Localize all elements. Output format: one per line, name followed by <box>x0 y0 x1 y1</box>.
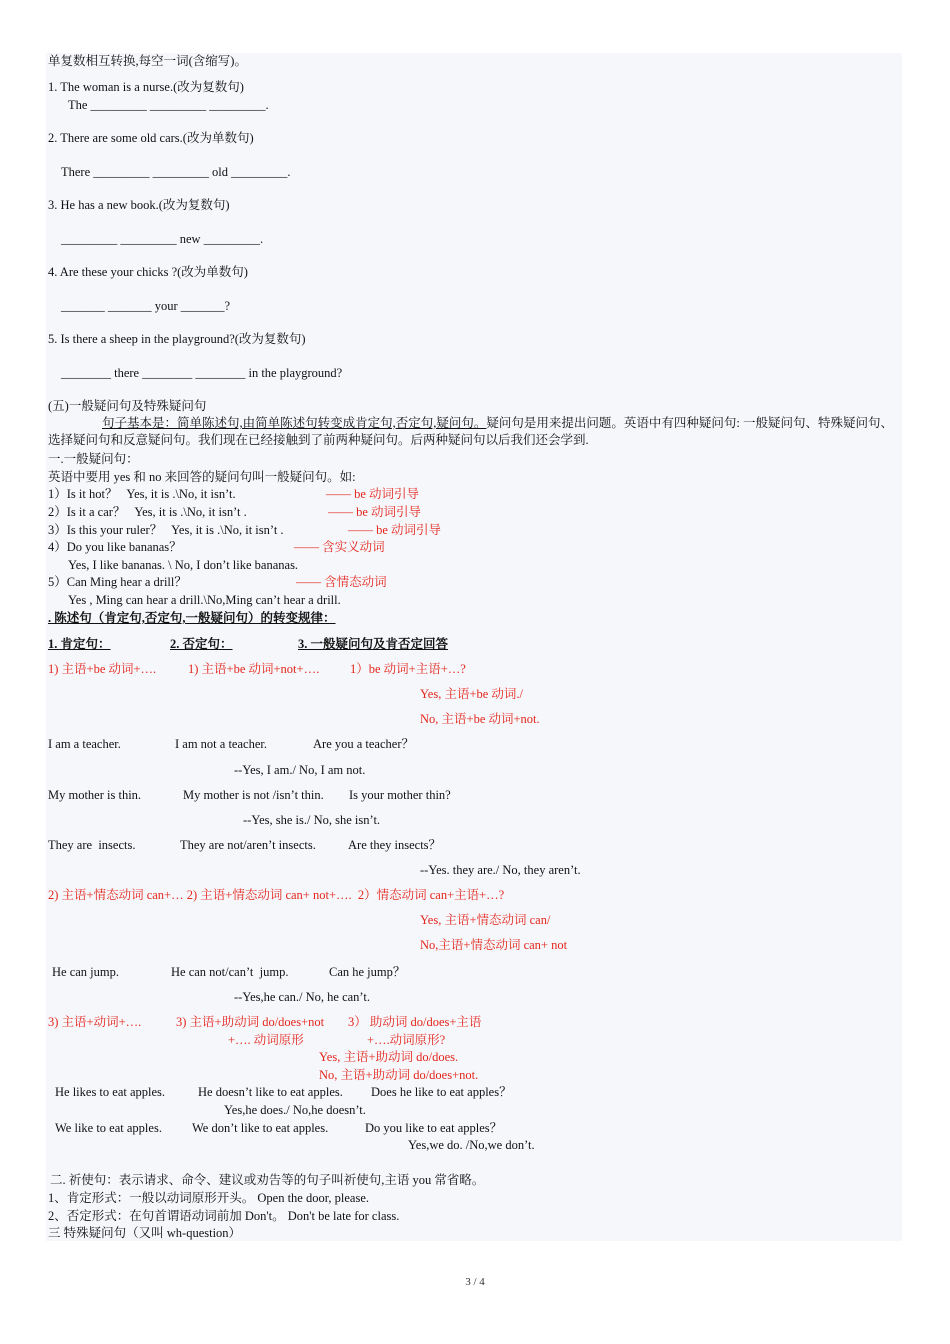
imperative-negative: 2、否定形式：在句首谓语动词前加 Don't。 Don't be late for class. <box>48 1209 400 1223</box>
subsection-heading: 一.一般疑问句： <box>48 452 139 466</box>
example-he-apples-negative: He doesn’t like to eat apples. <box>198 1085 343 1099</box>
question-3: 3. He has a new book.(改为复数句) <box>48 198 230 212</box>
rule-3-question: 3） 助动词 do/does+主语 <box>348 1015 482 1029</box>
example-mother-affirmative: My mother is thin. <box>48 788 142 802</box>
example-jump-question: Can he jump？ <box>329 965 406 979</box>
example-4-answer: Yes, I like bananas. \ No, I don’t like bananas. <box>68 558 299 572</box>
example-2-note: —— be 动词引导 <box>328 505 422 519</box>
rule-1-no: No, 主语+be 动词+not. <box>420 712 540 726</box>
example-mother-question: Is your mother thin? <box>349 788 451 802</box>
answer-blank-1: The _________ _________ _________. <box>68 98 269 112</box>
example-insects-affirmative: They are insects. <box>48 838 136 852</box>
answer-blank-4: _______ _______ your _______? <box>61 299 231 313</box>
example-1-note: —— be 动词引导 <box>326 487 420 501</box>
imperative-affirmative: 1、肯定形式：一般以动词原形开头。 Open the door, please. <box>48 1191 369 1205</box>
rule-1-question: 1）be 动词+主语+…? <box>350 662 466 676</box>
example-he-apples-question: Does he like to eat apples？ <box>371 1085 512 1099</box>
section-heading: (五)一般疑问句及特殊疑问句 <box>48 399 207 413</box>
example-jump-affirmative: He can jump. <box>52 965 119 979</box>
rule-title: . 陈述句（肯定句,否定句,一般疑问句）的转变规律： <box>48 611 336 625</box>
example-we-apples-answer: Yes,we do. /No,we don’t. <box>408 1138 535 1152</box>
example-teacher-negative: I am not a teacher. <box>175 737 267 751</box>
question-5: 5. Is there a sheep in the playground?(改为复数句) <box>48 332 306 346</box>
imperative-heading: 二. 祈使句：表示请求、命令、建议或劝告等的句子叫祈使句,主语 you 常省略。 <box>50 1173 485 1187</box>
example-we-apples-question: Do you like to eat apples？ <box>365 1121 503 1135</box>
example-5: 5）Can Ming hear a drill？ <box>48 575 187 589</box>
example-insects-question: Are they insects？ <box>348 838 442 852</box>
rule-3-yes: Yes, 主语+助动词 do/does. <box>319 1050 459 1064</box>
example-insects-negative: They are not/aren’t insects. <box>180 838 316 852</box>
example-we-apples-affirmative: We like to eat apples. <box>55 1121 162 1135</box>
heading-negative: 2. 否定句： <box>170 637 233 651</box>
answer-blank-3: _________ _________ new _________. <box>61 232 264 246</box>
example-we-apples-negative: We don’t like to eat apples. <box>192 1121 329 1135</box>
intro-rest: 疑问句是用来提出问题。英语中有四种疑问句: 一般疑问句、特殊疑问句、选择疑问句和反意疑问句。我们现在已经接触到了前两种疑问句。后两种疑问句以后我们还会学到. <box>48 416 893 447</box>
heading-affirmative: 1. 肯定句： <box>48 637 111 651</box>
example-he-apples-answer: Yes,he does./ No,he doesn’t. <box>224 1103 366 1117</box>
rule-2-no: No,主语+情态动词 can+ not <box>420 938 568 952</box>
page-number: 3 / 4 <box>465 1276 485 1288</box>
rule-1-affirmative: 1) 主语+be 动词+…. <box>48 662 157 676</box>
question-1: 1. The woman is a nurse.(改为复数句) <box>48 80 244 94</box>
definition: 英语中要用 yes 和 no 来回答的疑问句叫一般疑问句。如: <box>48 470 356 484</box>
rule-3-no: No, 主语+助动词 do/does+not. <box>319 1068 479 1082</box>
rule-3-affirmative: 3) 主语+动词+…. <box>48 1015 142 1029</box>
example-mother-answer: --Yes, she is./ No, she isn’t. <box>243 813 381 827</box>
rule-3-negative: 3) 主语+助动词 do/does+not <box>176 1015 325 1029</box>
intro-paragraph <box>48 415 898 449</box>
rule-2: 2) 主语+情态动词 can+… 2) 主语+情态动词 can+ not+…. 2）情态动词 can+主语+…? <box>48 888 505 902</box>
example-he-apples-affirmative: He likes to eat apples. <box>55 1085 166 1099</box>
exercise-title: 单复数相互转换,每空一词(含缩写)。 <box>48 54 247 68</box>
answer-blank-5: ________ there ________ ________ in the playground? <box>61 366 343 380</box>
question-2: 2. There are some old cars.(改为单数句) <box>48 131 254 145</box>
rule-3-question-cont: +….动词原形? <box>367 1033 446 1047</box>
example-3-note: —— be 动词引导 <box>348 523 442 537</box>
example-3: 3）Is this your ruler？ Yes, it is .\No, it isn’t . <box>48 523 284 537</box>
example-insects-answer: --Yes. they are./ No, they aren’t. <box>420 863 581 877</box>
intro-underlined: 句子基本是：简单陈述句,由简单陈述句转变成肯定句,否定句,疑问句。 <box>102 416 487 430</box>
heading-question: 3. 一般疑问句及肯否定回答 <box>298 637 449 651</box>
answer-blank-2: There _________ _________ old _________. <box>61 165 291 179</box>
wh-question-heading: 三 特殊疑问句（又叫 wh-question） <box>48 1226 242 1240</box>
rule-3-negative-cont: +…. 动词原形 <box>228 1033 304 1047</box>
example-4-note: —— 含实义动词 <box>294 540 385 554</box>
example-5-answer: Yes , Ming can hear a drill.\No,Ming can’t hear a drill. <box>68 593 341 607</box>
example-1: 1）Is it hot？ Yes, it is .\No, it isn’t. <box>48 487 236 501</box>
rule-1-yes: Yes, 主语+be 动词./ <box>420 687 524 701</box>
example-teacher-answer: --Yes, I am./ No, I am not. <box>234 763 366 777</box>
rule-2-yes: Yes, 主语+情态动词 can/ <box>420 913 551 927</box>
example-4: 4）Do you like bananas？ <box>48 540 182 554</box>
example-jump-answer: --Yes,he can./ No, he can’t. <box>234 990 370 1004</box>
example-jump-negative: He can not/can’t jump. <box>171 965 289 979</box>
question-4: 4. Are these your chicks ?(改为单数句) <box>48 265 248 279</box>
example-mother-negative: My mother is not /isn’t thin. <box>183 788 324 802</box>
rule-1-negative: 1) 主语+be 动词+not+…. <box>188 662 320 676</box>
example-teacher-question: Are you a teacher？ <box>313 737 414 751</box>
example-teacher-affirmative: I am a teacher. <box>48 737 121 751</box>
example-5-note: —— 含情态动词 <box>296 575 387 589</box>
example-2: 2）Is it a car？ Yes, it is .\No, it isn’t . <box>48 505 247 519</box>
